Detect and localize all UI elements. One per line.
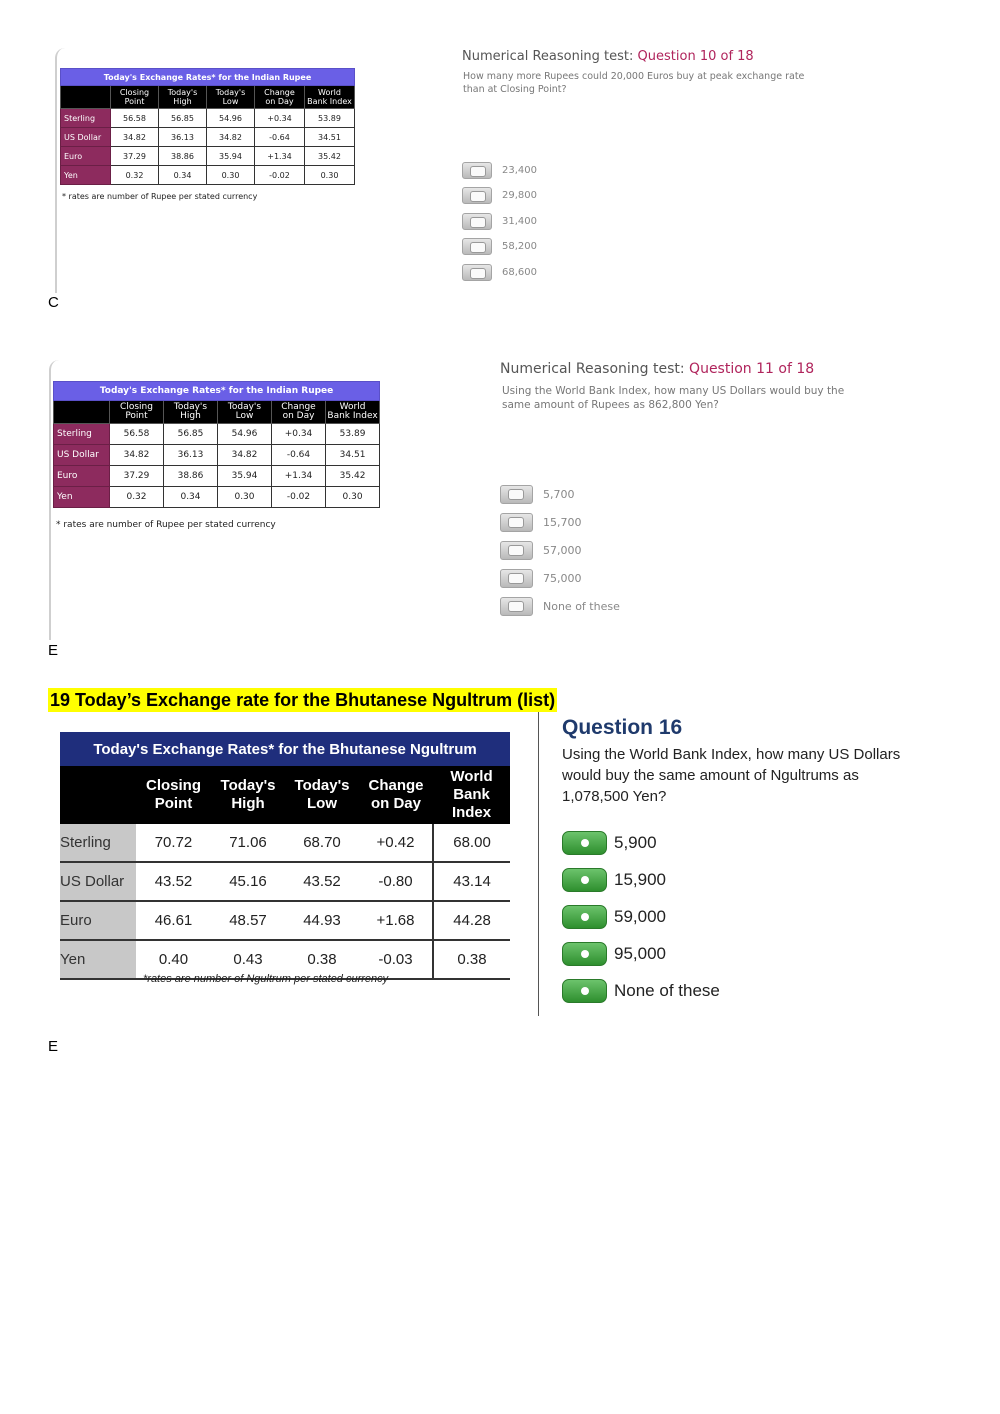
- col-closing-point: Closing Point: [110, 401, 164, 424]
- ngultrum-table-note: *rates are number of Ngultrum per stated currency: [143, 973, 389, 985]
- col-todays-high: Today's High: [159, 86, 207, 109]
- col-todays-high: Today's High: [164, 401, 218, 424]
- table-row: Euro 37.29 38.86 35.94 +1.34 35.42: [61, 147, 355, 166]
- radio-toggle-icon[interactable]: [500, 513, 533, 532]
- radio-toggle-icon[interactable]: [462, 162, 492, 179]
- table-row: US Dollar 34.82 36.13 34.82 -0.64 34.51: [54, 445, 380, 466]
- ngultrum-table: [60, 732, 510, 980]
- table-row: Euro 37.29 38.86 35.94 +1.34 35.42: [54, 466, 380, 487]
- q10-text: How many more Rupees could 20,000 Euros buy at peak exchange rate than at Closing Point?: [463, 71, 805, 95]
- table-row: Yen 0.32 0.34 0.30 -0.02 0.30: [54, 487, 380, 508]
- col-todays-high: Today's High: [211, 766, 285, 824]
- rupee-table-title: Today's Exchange Rates* for the Indian Rupee: [54, 382, 380, 401]
- q11-option[interactable]: None of these: [500, 597, 620, 616]
- col-change-on-day: Change on Day: [255, 86, 305, 109]
- radio-toggle-icon[interactable]: [500, 541, 533, 560]
- rupee-table-note: * rates are number of Rupee per stated currency: [56, 520, 276, 530]
- col-change-on-day: Change on Day: [272, 401, 326, 424]
- radio-toggle-icon[interactable]: [500, 485, 533, 504]
- q16-title: Question 16: [562, 716, 683, 739]
- col-todays-low: Today's Low: [218, 401, 272, 424]
- q10-answer: C: [48, 294, 59, 311]
- rupee-table-q11: [53, 381, 380, 508]
- radio-toggle-icon[interactable]: [462, 213, 492, 230]
- q11-option[interactable]: 57,000: [500, 541, 582, 560]
- col-closing-point: Closing Point: [136, 766, 211, 824]
- table-row: Sterling 70.72 71.06 68.70 +0.42 68.00: [60, 824, 510, 862]
- col-todays-low: Today's Low: [285, 766, 359, 824]
- q10-option[interactable]: 23,400: [462, 162, 537, 179]
- rupee-table-q10: [60, 68, 355, 185]
- radio-toggle-icon[interactable]: [562, 942, 607, 966]
- q16-text: Using the World Bank Index, how many US Dollars would buy the same amount of Ngultrums as 1,078,500 Yen?: [562, 746, 901, 805]
- radio-toggle-icon[interactable]: [462, 264, 492, 281]
- radio-toggle-icon[interactable]: [562, 831, 607, 855]
- section-19-title: 19 Today’s Exchange rate for the Bhutanese Ngultrum (list): [50, 690, 556, 710]
- radio-toggle-icon[interactable]: [462, 187, 492, 204]
- col-change-on-day: Change on Day: [359, 766, 433, 824]
- table-row: Euro 46.61 48.57 44.93 +1.68 44.28: [60, 901, 510, 940]
- q16-option[interactable]: 95,000: [562, 942, 666, 966]
- q10-option[interactable]: 58,200: [462, 238, 537, 255]
- q11-text: Using the World Bank Index, how many US Dollars would buy the same amount of Rupees as 862,800 Yen?: [502, 385, 845, 411]
- ngultrum-table-title: Today's Exchange Rates* for the Bhutanese Ngultrum: [60, 732, 510, 766]
- q11-option[interactable]: 5,700: [500, 485, 575, 504]
- radio-toggle-icon[interactable]: [462, 238, 492, 255]
- table-row: Yen 0.40 0.43 0.38 -0.03 0.38: [60, 940, 510, 979]
- table-row: US Dollar 34.82 36.13 34.82 -0.64 34.51: [61, 128, 355, 147]
- radio-toggle-icon[interactable]: [562, 979, 607, 1003]
- rupee-table-note: * rates are number of Rupee per stated currency: [62, 192, 258, 201]
- q10-option[interactable]: 68,600: [462, 264, 537, 281]
- table-row: Sterling 56.58 56.85 54.96 +0.34 53.89: [54, 424, 380, 445]
- q16-option[interactable]: 15,900: [562, 868, 666, 892]
- q11-option[interactable]: 75,000: [500, 569, 582, 588]
- q11-heading: Numerical Reasoning test: Question 11 of 18: [500, 361, 815, 377]
- table-row: Yen 0.32 0.34 0.30 -0.02 0.30: [61, 166, 355, 185]
- q16-answer: E: [48, 1038, 59, 1055]
- table-row: Sterling 56.58 56.85 54.96 +0.34 53.89: [61, 109, 355, 128]
- col-todays-low: Today's Low: [207, 86, 255, 109]
- col-world-bank-index: World Bank Index: [326, 401, 380, 424]
- radio-toggle-icon[interactable]: [500, 597, 533, 616]
- q10-heading: Numerical Reasoning test: Question 10 of 18: [462, 49, 754, 64]
- radio-toggle-icon[interactable]: [562, 868, 607, 892]
- q16-option[interactable]: 59,000: [562, 905, 666, 929]
- radio-toggle-icon[interactable]: [562, 905, 607, 929]
- q10-option[interactable]: 31,400: [462, 213, 537, 230]
- col-closing-point: Closing Point: [111, 86, 159, 109]
- q11-option[interactable]: 15,700: [500, 513, 582, 532]
- q16-option[interactable]: 5,900: [562, 831, 657, 855]
- q16-option[interactable]: None of these: [562, 979, 720, 1003]
- radio-toggle-icon[interactable]: [500, 569, 533, 588]
- divider: [538, 712, 539, 1016]
- q10-option[interactable]: 29,800: [462, 187, 537, 204]
- q11-answer: E: [48, 642, 59, 659]
- col-world-bank-index: World Bank Index: [433, 766, 510, 824]
- col-world-bank-index: World Bank Index: [305, 86, 355, 109]
- table-row: US Dollar 43.52 45.16 43.52 -0.80 43.14: [60, 862, 510, 901]
- rupee-table-title: Today's Exchange Rates* for the Indian Rupee: [61, 69, 355, 86]
